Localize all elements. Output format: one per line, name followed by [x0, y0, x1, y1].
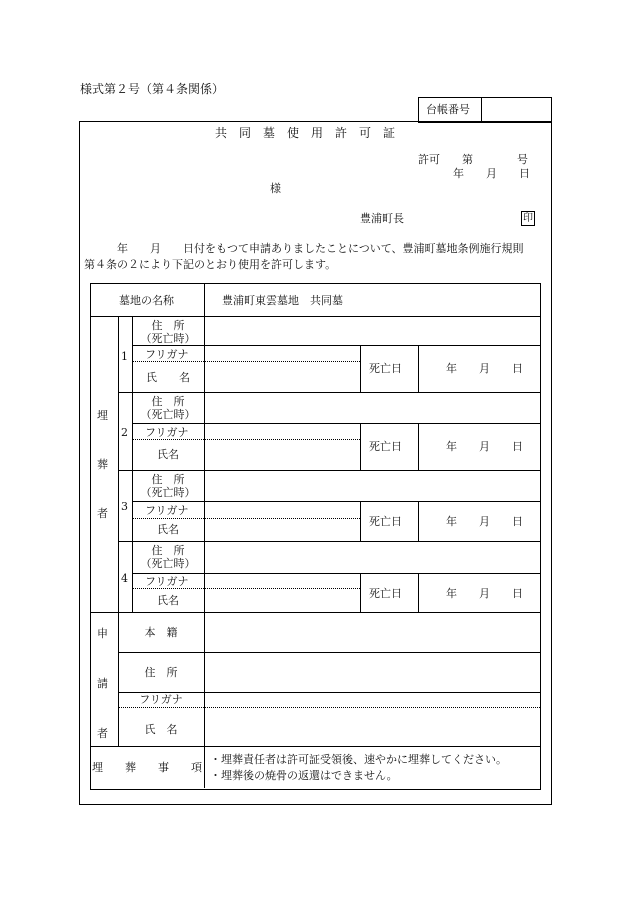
buried-4-name-label: 氏名: [157, 594, 179, 607]
burial-matters-label: 埋 葬 事 項: [92, 761, 202, 774]
buried-2-number: 2: [121, 426, 128, 439]
recipient-suffix: 様: [270, 182, 281, 195]
buried-4-address-sub: （死亡時）: [140, 557, 196, 570]
buried-2-address-sub: （死亡時）: [140, 408, 196, 421]
buried-4-furigana-label: フリガナ: [145, 575, 189, 588]
buried-3-death-date: 年 月 日: [446, 515, 523, 528]
form-label: 様式第２号（第４条関係）: [80, 82, 225, 96]
buried-1-furigana-label: フリガナ: [145, 348, 189, 361]
applicant-label-char-1: 申: [97, 627, 108, 640]
buried-4-number: 4: [121, 572, 128, 585]
permit-number-line: 許可 第 号: [418, 153, 528, 166]
cemetery-value: 豊浦町東雲墓地 共同墓: [222, 294, 343, 307]
permit-body-line1: 年 月 日付をもつて申請ありましたことについて、豊浦町墓地条例施行規則: [84, 242, 524, 255]
buried-4-address-label: 住 所: [151, 544, 185, 557]
seal-stamp: 印: [523, 213, 533, 224]
permit-title: 共 同 墓 使 用 許 可 証: [215, 126, 396, 140]
buried-3-address-label: 住 所: [151, 473, 185, 486]
applicant-label-char-3: 者: [97, 727, 108, 740]
buried-1-address-label: 住 所: [151, 319, 185, 332]
permit-date-line: 年 月 日: [453, 167, 530, 180]
burial-note-2: ・埋葬後の焼骨の返還はできません。: [210, 769, 398, 782]
issuer-name: 豊浦町長: [360, 212, 404, 225]
buried-3-furigana-label: フリガナ: [145, 504, 189, 517]
buried-2-furigana-label: フリガナ: [145, 426, 189, 439]
permit-body-line2: 第４条の２により下記のとおり使用を許可します。: [84, 258, 337, 271]
buried-3-name-label: 氏名: [157, 523, 179, 536]
applicant-address-label: 住 所: [144, 666, 178, 679]
buried-4-death-date: 年 月 日: [446, 587, 523, 600]
ledger-number-label: 台帳番号: [426, 103, 470, 116]
buried-2-address-label: 住 所: [151, 395, 185, 408]
honseki-label: 本 籍: [144, 626, 178, 639]
buried-1-number: 1: [121, 350, 128, 363]
cemetery-label: 墓地の名称: [119, 294, 174, 307]
buried-2-death-date: 年 月 日: [446, 440, 523, 453]
buried-2-death-label: 死亡日: [369, 440, 402, 453]
applicant-label-char-2: 請: [97, 677, 108, 690]
buried-4-death-label: 死亡日: [369, 587, 402, 600]
buried-label-char-2: 葬: [97, 458, 108, 471]
buried-label-char-3: 者: [97, 507, 108, 520]
buried-3-number: 3: [121, 500, 128, 513]
buried-label-char-1: 埋: [97, 409, 108, 422]
applicant-furigana-label: フリガナ: [139, 693, 183, 706]
buried-2-name-label: 氏名: [157, 448, 179, 461]
buried-3-death-label: 死亡日: [369, 515, 402, 528]
applicant-name-label: 氏 名: [144, 723, 178, 736]
buried-1-death-label: 死亡日: [369, 362, 402, 375]
burial-note-1: ・埋葬責任者は許可証受領後、速やかに埋葬してください。: [210, 753, 507, 766]
buried-1-address-sub: （死亡時）: [140, 332, 196, 345]
buried-1-name-label: 氏 名: [146, 371, 190, 384]
buried-3-address-sub: （死亡時）: [140, 486, 196, 499]
buried-1-death-date: 年 月 日: [446, 362, 523, 375]
